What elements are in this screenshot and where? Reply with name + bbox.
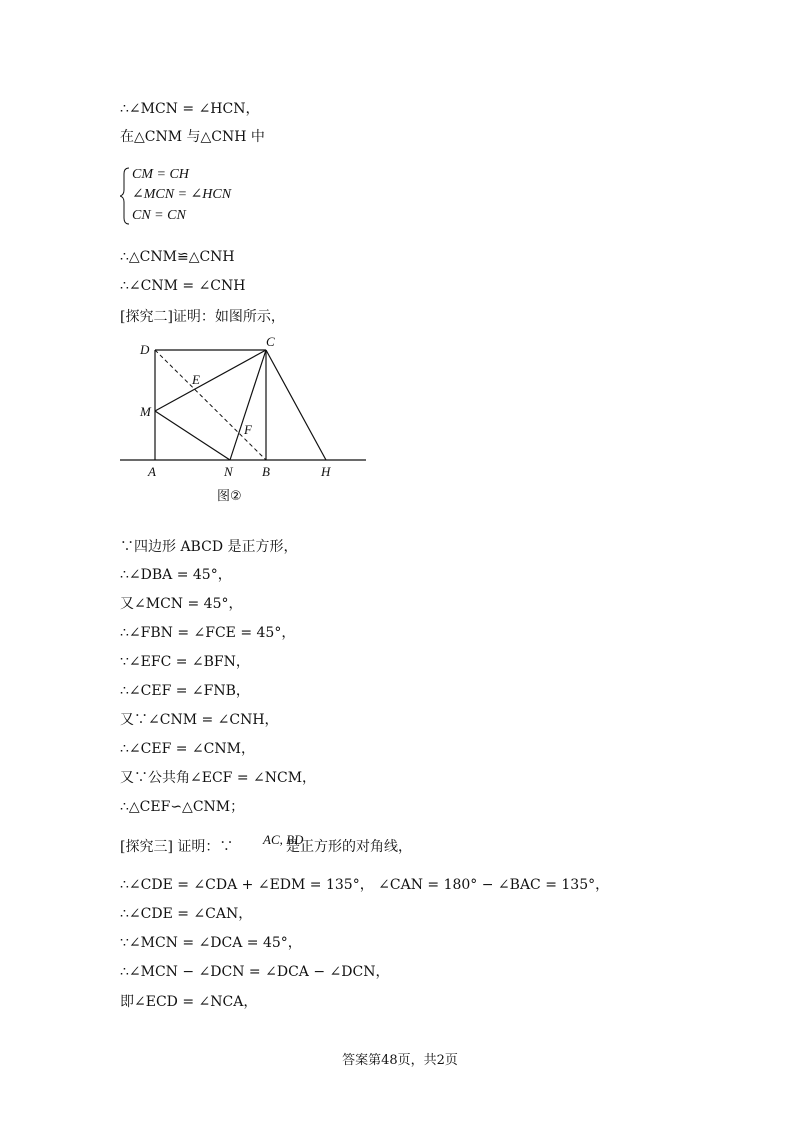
proof-line: [探究二]证明：如图所示， <box>120 309 285 325</box>
label-m: M <box>140 404 151 419</box>
label-e: E <box>192 372 200 387</box>
equation-system <box>120 166 280 226</box>
proof-line: ∴△CEF∽△CNM； <box>120 799 245 815</box>
label-a: A <box>148 464 156 479</box>
diagonal-db <box>155 350 266 460</box>
proof-line: 是正方形的对角线， <box>286 839 412 855</box>
proof-line: ∵四边形 ABCD 是正方形， <box>120 539 298 555</box>
system-row: ∠MCN = ∠HCN <box>132 187 232 202</box>
proof-line: 又∵公共角∠ECF = ∠NCM， <box>120 770 317 786</box>
proof-line: ∴∠CDE = ∠CAN， <box>120 906 253 922</box>
proof-line: ∴∠MCN − ∠DCN = ∠DCA − ∠DCN， <box>120 964 390 980</box>
proof-line: ∵∠MCN = ∠DCA = 45°， <box>120 935 302 951</box>
label-b: B <box>262 464 270 479</box>
proof-line: 又∠MCN = 45°， <box>120 596 243 612</box>
label-h: H <box>321 464 331 479</box>
proof-line: ∵∠EFC = ∠BFN， <box>120 654 250 670</box>
system-row: CN = CN <box>132 208 186 223</box>
proof-line: ∴∠MCN = ∠HCN， <box>120 101 260 117</box>
diagonal-names: AC, BD <box>263 832 304 847</box>
proof-line: ∴∠CDE = ∠CDA + ∠EDM = 135°， ∠CAN = 180° − ∠BAC = 135°， <box>120 877 610 893</box>
proof-line: ∴∠FBN = ∠FCE = 45°， <box>120 625 296 641</box>
proof-line: ∴∠DBA = 45°， <box>120 567 232 583</box>
page-footer: 答案第48页，共2页 <box>342 1053 458 1068</box>
proof-line: 即∠ECD = ∠NCA， <box>120 994 258 1010</box>
label-c: C <box>266 336 275 349</box>
brace-icon <box>120 166 132 226</box>
label-d: D <box>140 342 150 357</box>
proof-line: ∴∠CNM = ∠CNH <box>120 278 246 294</box>
label-n: N <box>224 464 233 479</box>
proof-line: ∴△CNM≌△CNH <box>120 249 235 265</box>
proof-line: ∴∠CEF = ∠CNM， <box>120 741 255 757</box>
proof-line: 在△CNM 与△CNH 中 <box>120 129 265 145</box>
proof-line: ∴∠CEF = ∠FNB， <box>120 683 250 699</box>
proof-line: 又∵∠CNM = ∠CNH， <box>120 712 279 728</box>
system-row: CM = CH <box>132 167 189 182</box>
figure-caption: 图② <box>217 489 242 504</box>
segment-ch <box>266 350 326 460</box>
geometry-figure <box>118 336 378 506</box>
segment-mn <box>155 411 230 460</box>
proof-line: [探究三] 证明：∵ <box>120 839 234 855</box>
label-f: F <box>244 422 252 437</box>
